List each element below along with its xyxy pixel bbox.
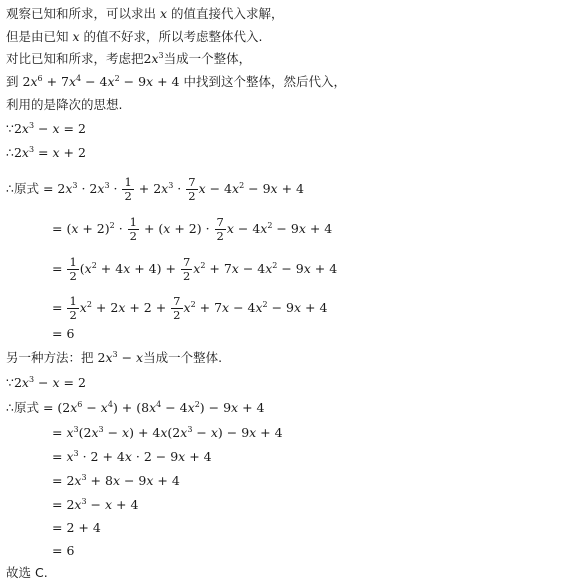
final-answer: 故选 C. (6, 565, 48, 580)
method1-step-1: ∴原式 = $2x^3 \cdot 2x^3$ · $\frac{1}{2}$ + $2x^3$ · $\frac{7}{2}$ $x - 4x^2 - 9x + 4$ (6, 175, 304, 203)
method2-step-5: = $2x^3 - x + 4$ (52, 497, 139, 512)
method2-step-4: = $2x^3 + 8x - 9x + 4$ (52, 473, 180, 488)
intro-line-4: 到 $2x^6 + 7x^4 - 4x^2 - 9x + 4$ 中找到这个整体，然后代入， (6, 74, 346, 89)
method2-step-1: ∴原式 = $(2x^6 - x^4) + (8x^4 - 4x^2) - 9x + 4$ (6, 400, 265, 415)
method1-derived: $\therefore 2x^3 = x + 2$ (6, 145, 86, 160)
method1-step-2: = $(x + 2)^2$ · $\frac{1}{2}$ + (x + 2) · $\frac{7}{2}$ $x - 4x^2 - 9x + 4$ (52, 215, 333, 243)
method1-step-3: = $\frac{1}{2}$ $(x^2 + 4x + 4)$ + $\frac{7}{2}$ $x^2 + 7x - 4x^2 - 9x + 4$ (52, 255, 338, 283)
intro-line-3: 对比已知和所求，考虑把$2x^3$当成一个整体， (6, 51, 252, 66)
method2-given: $\because 2x^3 - x = 2$ (6, 375, 86, 390)
method1-result: = 6 (52, 326, 75, 341)
method2-step-3: = $x^3 \cdot 2 + 4x \cdot 2 - 9x + 4$ (52, 449, 212, 464)
method1-given: $\because 2x^3 - x = 2$ (6, 121, 86, 136)
intro-line-2: 但是由已知 x 的值不好求，所以考虑整体代入. (6, 29, 263, 44)
method2-result: = 6 (52, 543, 75, 558)
intro-line-1: 观察已知和所求，可以求出 x 的值直接代入求解， (6, 6, 284, 21)
method1-step-4: = $\frac{1}{2}$ $x^2 + 2x + 2$ + $\frac{7}{2}$ $x^2 + 7x - 4x^2 - 9x + 4$ (52, 294, 328, 322)
method2-intro: 另一种方法：把 $2x^3 - x$当成一个整体. (6, 350, 223, 365)
intro-line-5: 利用的是降次的思想. (6, 97, 123, 112)
method2-step-6: = 2 + 4 (52, 520, 101, 535)
method2-step-2: = $x^3(2x^3 - x) + 4x(2x^3 - x) - 9x + 4$ (52, 425, 283, 440)
